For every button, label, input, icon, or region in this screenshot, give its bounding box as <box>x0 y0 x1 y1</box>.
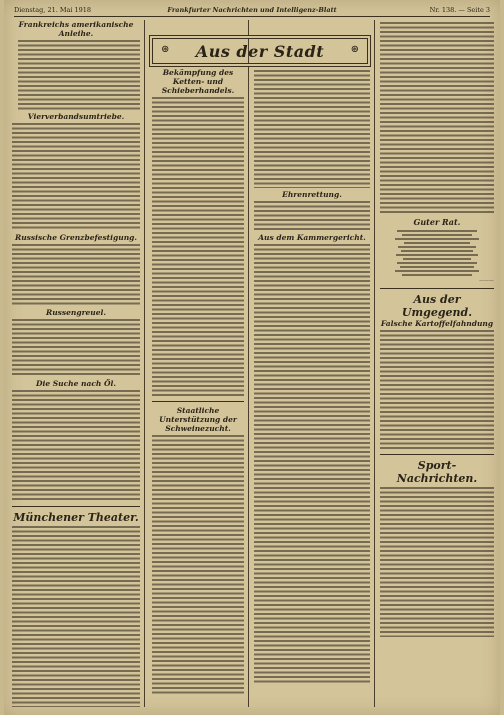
column-rule <box>144 20 145 707</box>
poem-signature: ——— <box>479 278 494 284</box>
article-text <box>254 70 370 188</box>
article-headline: Vierverbandsumtriebe. <box>27 112 125 121</box>
poem-line <box>398 246 476 248</box>
article-headline: Russengreuel. <box>45 308 106 317</box>
article-headline: Aus der Umgegend. <box>401 293 473 319</box>
divider <box>152 401 244 402</box>
article-headline: Falsche Kartoffelfahndung <box>380 319 494 328</box>
ornament-icon: ⊛ <box>350 44 359 55</box>
article-headline: Münchener Theater. <box>13 511 139 524</box>
article-text <box>254 201 370 231</box>
article-text <box>152 435 244 695</box>
masthead <box>14 4 490 17</box>
poem-line <box>404 242 470 244</box>
poem-line <box>397 262 477 264</box>
article-text <box>12 123 140 231</box>
poem-line <box>402 234 472 236</box>
column-4 <box>380 20 494 707</box>
article-text <box>18 40 140 110</box>
poem-title: Guter Rat. <box>413 217 461 227</box>
article-text <box>380 330 494 450</box>
column-3 <box>254 68 370 707</box>
column-rule <box>248 20 249 707</box>
page-number: Nr. 138. — Seite 3 <box>429 6 490 14</box>
article-text <box>380 487 494 637</box>
article-text <box>254 244 370 684</box>
newspaper-title: Frankfurter Nachrichten und Intelligenz-Blatt <box>167 6 337 14</box>
poem-line <box>395 238 479 240</box>
section-banner <box>152 38 368 64</box>
ornament-icon: ⊛ <box>161 44 170 55</box>
poem-line <box>402 274 472 276</box>
article-text <box>380 22 494 214</box>
column-1 <box>12 20 140 707</box>
newspaper-page <box>4 0 500 715</box>
poem-line <box>400 266 474 268</box>
article-headline: Sport-Nachrichten. <box>396 459 478 485</box>
divider <box>12 506 140 507</box>
poem-line <box>396 254 478 256</box>
divider <box>380 454 494 455</box>
divider <box>380 288 494 289</box>
issue-date: Dienstag, 21. Mai 1918 <box>14 6 92 14</box>
poem-line <box>403 258 471 260</box>
article-headline: Die Suche nach Öl. <box>36 379 116 388</box>
poem-line <box>397 230 477 232</box>
column-2 <box>152 68 244 707</box>
article-headline: Russische Grenzbefestigung. <box>15 233 137 242</box>
article-headline: Staatliche Unterstützung der Schweinezucht. <box>159 406 237 433</box>
article-headline: Bekämpfung des Ketten- und Schieberhandels. <box>161 68 235 95</box>
article-text <box>12 319 140 377</box>
article-text <box>12 244 140 306</box>
article-text <box>152 97 244 397</box>
poem-line <box>401 250 473 252</box>
article-headline: Aus dem Kammergericht. <box>258 233 366 242</box>
poem-line <box>395 270 479 272</box>
article-headline: Ehrenrettung. <box>282 190 342 199</box>
column-rule <box>374 20 375 707</box>
article-text <box>12 390 140 502</box>
section-title: Aus der Stadt <box>195 41 325 61</box>
article-text <box>12 526 140 707</box>
article-headline: Frankreichs amerikanische Anleihe. <box>18 20 134 38</box>
